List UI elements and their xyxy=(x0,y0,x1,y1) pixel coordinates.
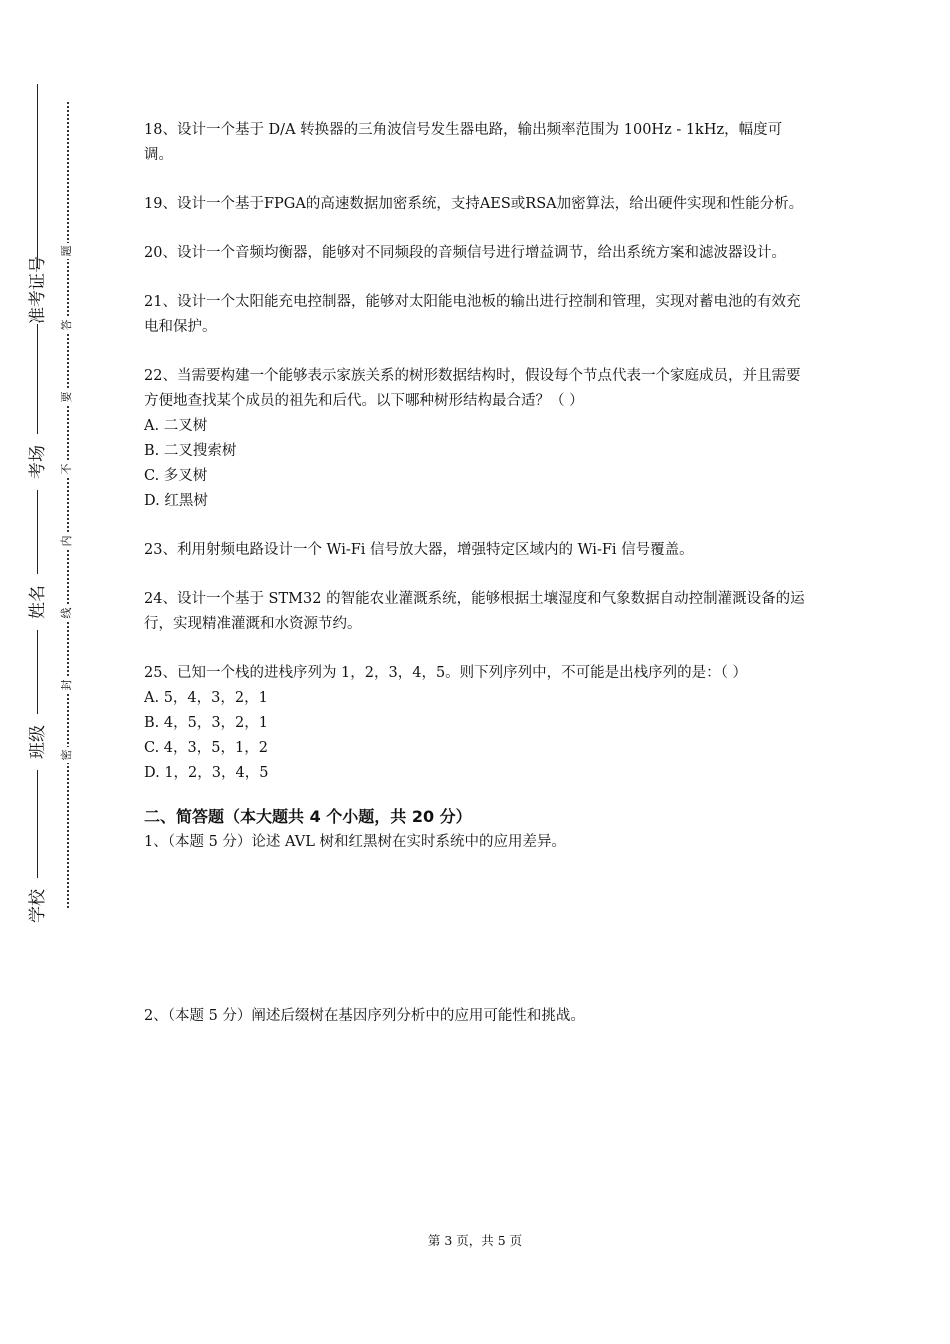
answer-space xyxy=(144,854,809,1004)
label-school: 学校 xyxy=(28,878,48,934)
question-text: 25、已知一个栈的进栈序列为 1，2，3，4，5。则下列序列中，不可能是出栈序列的是：（ ） xyxy=(144,665,748,681)
seal-char: 线 xyxy=(60,605,74,621)
question xyxy=(144,241,809,266)
binding-dotted-line xyxy=(67,102,69,908)
option: C. 4，3，5，1，2 xyxy=(144,740,268,756)
label-exam-room: 考场 xyxy=(28,434,48,490)
option: A. 二叉树 xyxy=(144,418,208,434)
seal-char: 题 xyxy=(60,243,74,259)
question-text: 20、设计一个音频均衡器，能够对不同频段的音频信号进行增益调节，给出系统方案和滤波器设计。 xyxy=(144,245,786,261)
page-footer: 第 3 页，共 5 页 xyxy=(427,1233,523,1248)
option: A. 5，4，3，2，1 xyxy=(144,690,268,706)
option: D. 1，2，3，4，5 xyxy=(144,765,269,781)
question xyxy=(144,538,809,563)
seal-char: 不 xyxy=(60,461,74,477)
option: B. 二叉搜索树 xyxy=(144,443,237,459)
question-text: 24、设计一个基于 STM32 的智能农业灌溉系统，能够根据土壤湿度和气象数据自动控制灌溉设备的运行，实现精准灌溉和水资源节约。 xyxy=(144,591,805,632)
question-text: 21、设计一个太阳能充电控制器，能够对太阳能电池板的输出进行控制和管理，实现对蓄电池的有效充电和保护。 xyxy=(144,294,801,335)
option: C. 多叉树 xyxy=(144,468,208,484)
option: D. 红黑树 xyxy=(144,493,208,509)
question-text: 19、设计一个基于FPGA的高速数据加密系统，支持AES或RSA加密算法，给出硬件实现和性能分析。 xyxy=(144,196,804,212)
question xyxy=(144,192,809,217)
section-title: 二、简答题（本大题共 4 个小题，共 20 分） xyxy=(144,807,472,826)
seal-char: 封 xyxy=(60,677,74,693)
seal-char: 内 xyxy=(60,533,74,549)
seal-char: 答 xyxy=(60,317,74,333)
binding-margin xyxy=(0,0,120,1344)
seal-char: 要 xyxy=(60,389,74,405)
label-exam-number: 准考证号 xyxy=(28,256,48,324)
question xyxy=(144,587,809,637)
question xyxy=(144,661,809,786)
short-answer-question: 2、（本题 5 分）阐述后缀树在基因序列分析中的应用可能性和挑战。 xyxy=(144,1008,585,1024)
question xyxy=(144,290,809,340)
short-answer-question: 1、（本题 5 分）论述 AVL 树和红黑树在实时系统中的应用差异。 xyxy=(144,834,566,850)
question xyxy=(144,364,809,514)
question xyxy=(144,118,809,168)
question-text: 18、设计一个基于 D/A 转换器的三角波信号发生器电路，输出频率范围为 100Hz - 1kHz，幅度可调。 xyxy=(144,122,783,163)
question-text: 22、当需要构建一个能够表示家族关系的树形数据结构时，假设每个节点代表一个家庭成员，并且需要方便地查找某个成员的祖先和后代。以下哪种树形结构最合适？（ ） xyxy=(144,368,801,409)
exam-content xyxy=(144,118,809,1028)
label-class: 班级 xyxy=(28,714,48,770)
question-text: 23、利用射频电路设计一个 Wi-Fi 信号放大器，增强特定区域内的 Wi-Fi 信号覆盖。 xyxy=(144,542,694,558)
label-name: 姓名 xyxy=(28,574,48,630)
seal-char: 密 xyxy=(60,747,74,763)
option: B. 4，5，3，2，1 xyxy=(144,715,269,731)
binding-solid-line xyxy=(37,84,38,930)
